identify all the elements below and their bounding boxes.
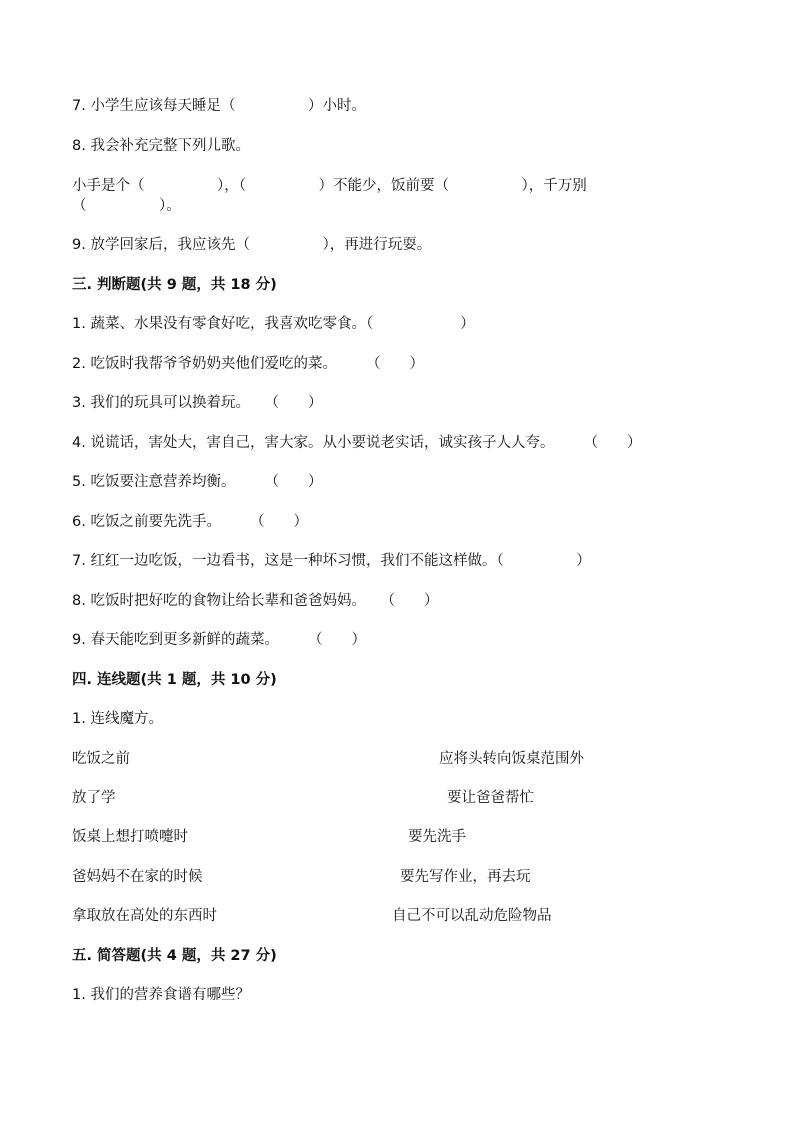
judge-item-3: 3. 我们的玩具可以换着玩。 （ ） (72, 395, 323, 411)
match-right-1: 应将头转向饭桌范围外 (439, 751, 584, 767)
match-right-5: 自己不可以乱动危险物品 (392, 908, 552, 924)
match-right-3: 要先洗手 (408, 829, 466, 845)
judge-item-8: 8. 吃饭时把好吃的食物让给长辈和爸爸妈妈。 （ ） (72, 593, 439, 609)
question-7-sleep: 7. 小学生应该每天睡足（ ）小时。 (72, 98, 366, 114)
question-9-after-school: 9. 放学回家后，我应该先（ ），再进行玩耍。 (72, 237, 432, 253)
match-left-5: 拿取放在高处的东西时 (72, 908, 217, 924)
section-5-title: 五. 简答题(共 4 题，共 27 分) (72, 948, 277, 964)
rhyme-line-1: 小手是个（ ），（ ）不能少，饭前要（ ），千万别 (72, 178, 587, 194)
section-4-title: 四. 连线题(共 1 题，共 10 分) (72, 672, 277, 688)
judge-item-6: 6. 吃饭之前要先洗手。 （ ） (72, 514, 308, 530)
judge-item-2: 2. 吃饭时我帮爷爷奶奶夹他们爱吃的菜。 （ ） (72, 356, 424, 372)
match-left-4: 爸妈妈不在家的时候 (72, 869, 203, 885)
match-right-4: 要先写作业，再去玩 (400, 869, 531, 885)
match-left-3: 饭桌上想打喷嚏时 (72, 829, 188, 845)
short-answer-question-1: 1. 我们的营养食谱有哪些？ (72, 987, 250, 1003)
section-3-title: 三. 判断题(共 9 题，共 18 分) (72, 277, 277, 293)
match-right-2: 要让爸爸帮忙 (447, 790, 534, 806)
match-left-2: 放了学 (72, 790, 116, 806)
judge-item-4: 4. 说谎话，害处大，害自己，害大家。从小要说老实话，诚实孩子人人夸。 （ ） (72, 435, 642, 451)
judge-item-9: 9. 春天能吃到更多新鲜的蔬菜。 （ ） (72, 632, 366, 648)
judge-item-5: 5. 吃饭要注意营养均衡。 （ ） (72, 474, 323, 490)
judge-item-1: 1. 蔬菜、水果没有零食好吃，我喜欢吃零食。（ ） (72, 316, 475, 332)
question-8-rhyme: 8. 我会补充完整下列儿歌。 (72, 138, 250, 154)
judge-item-7: 7. 红红一边吃饭，一边看书，这是一种坏习惯，我们不能这样做。（ ） (72, 553, 591, 569)
rhyme-line-2: （ ）。 (72, 198, 181, 214)
matching-question: 1. 连线魔方。 (72, 711, 163, 727)
match-left-1: 吃饭之前 (72, 751, 130, 767)
